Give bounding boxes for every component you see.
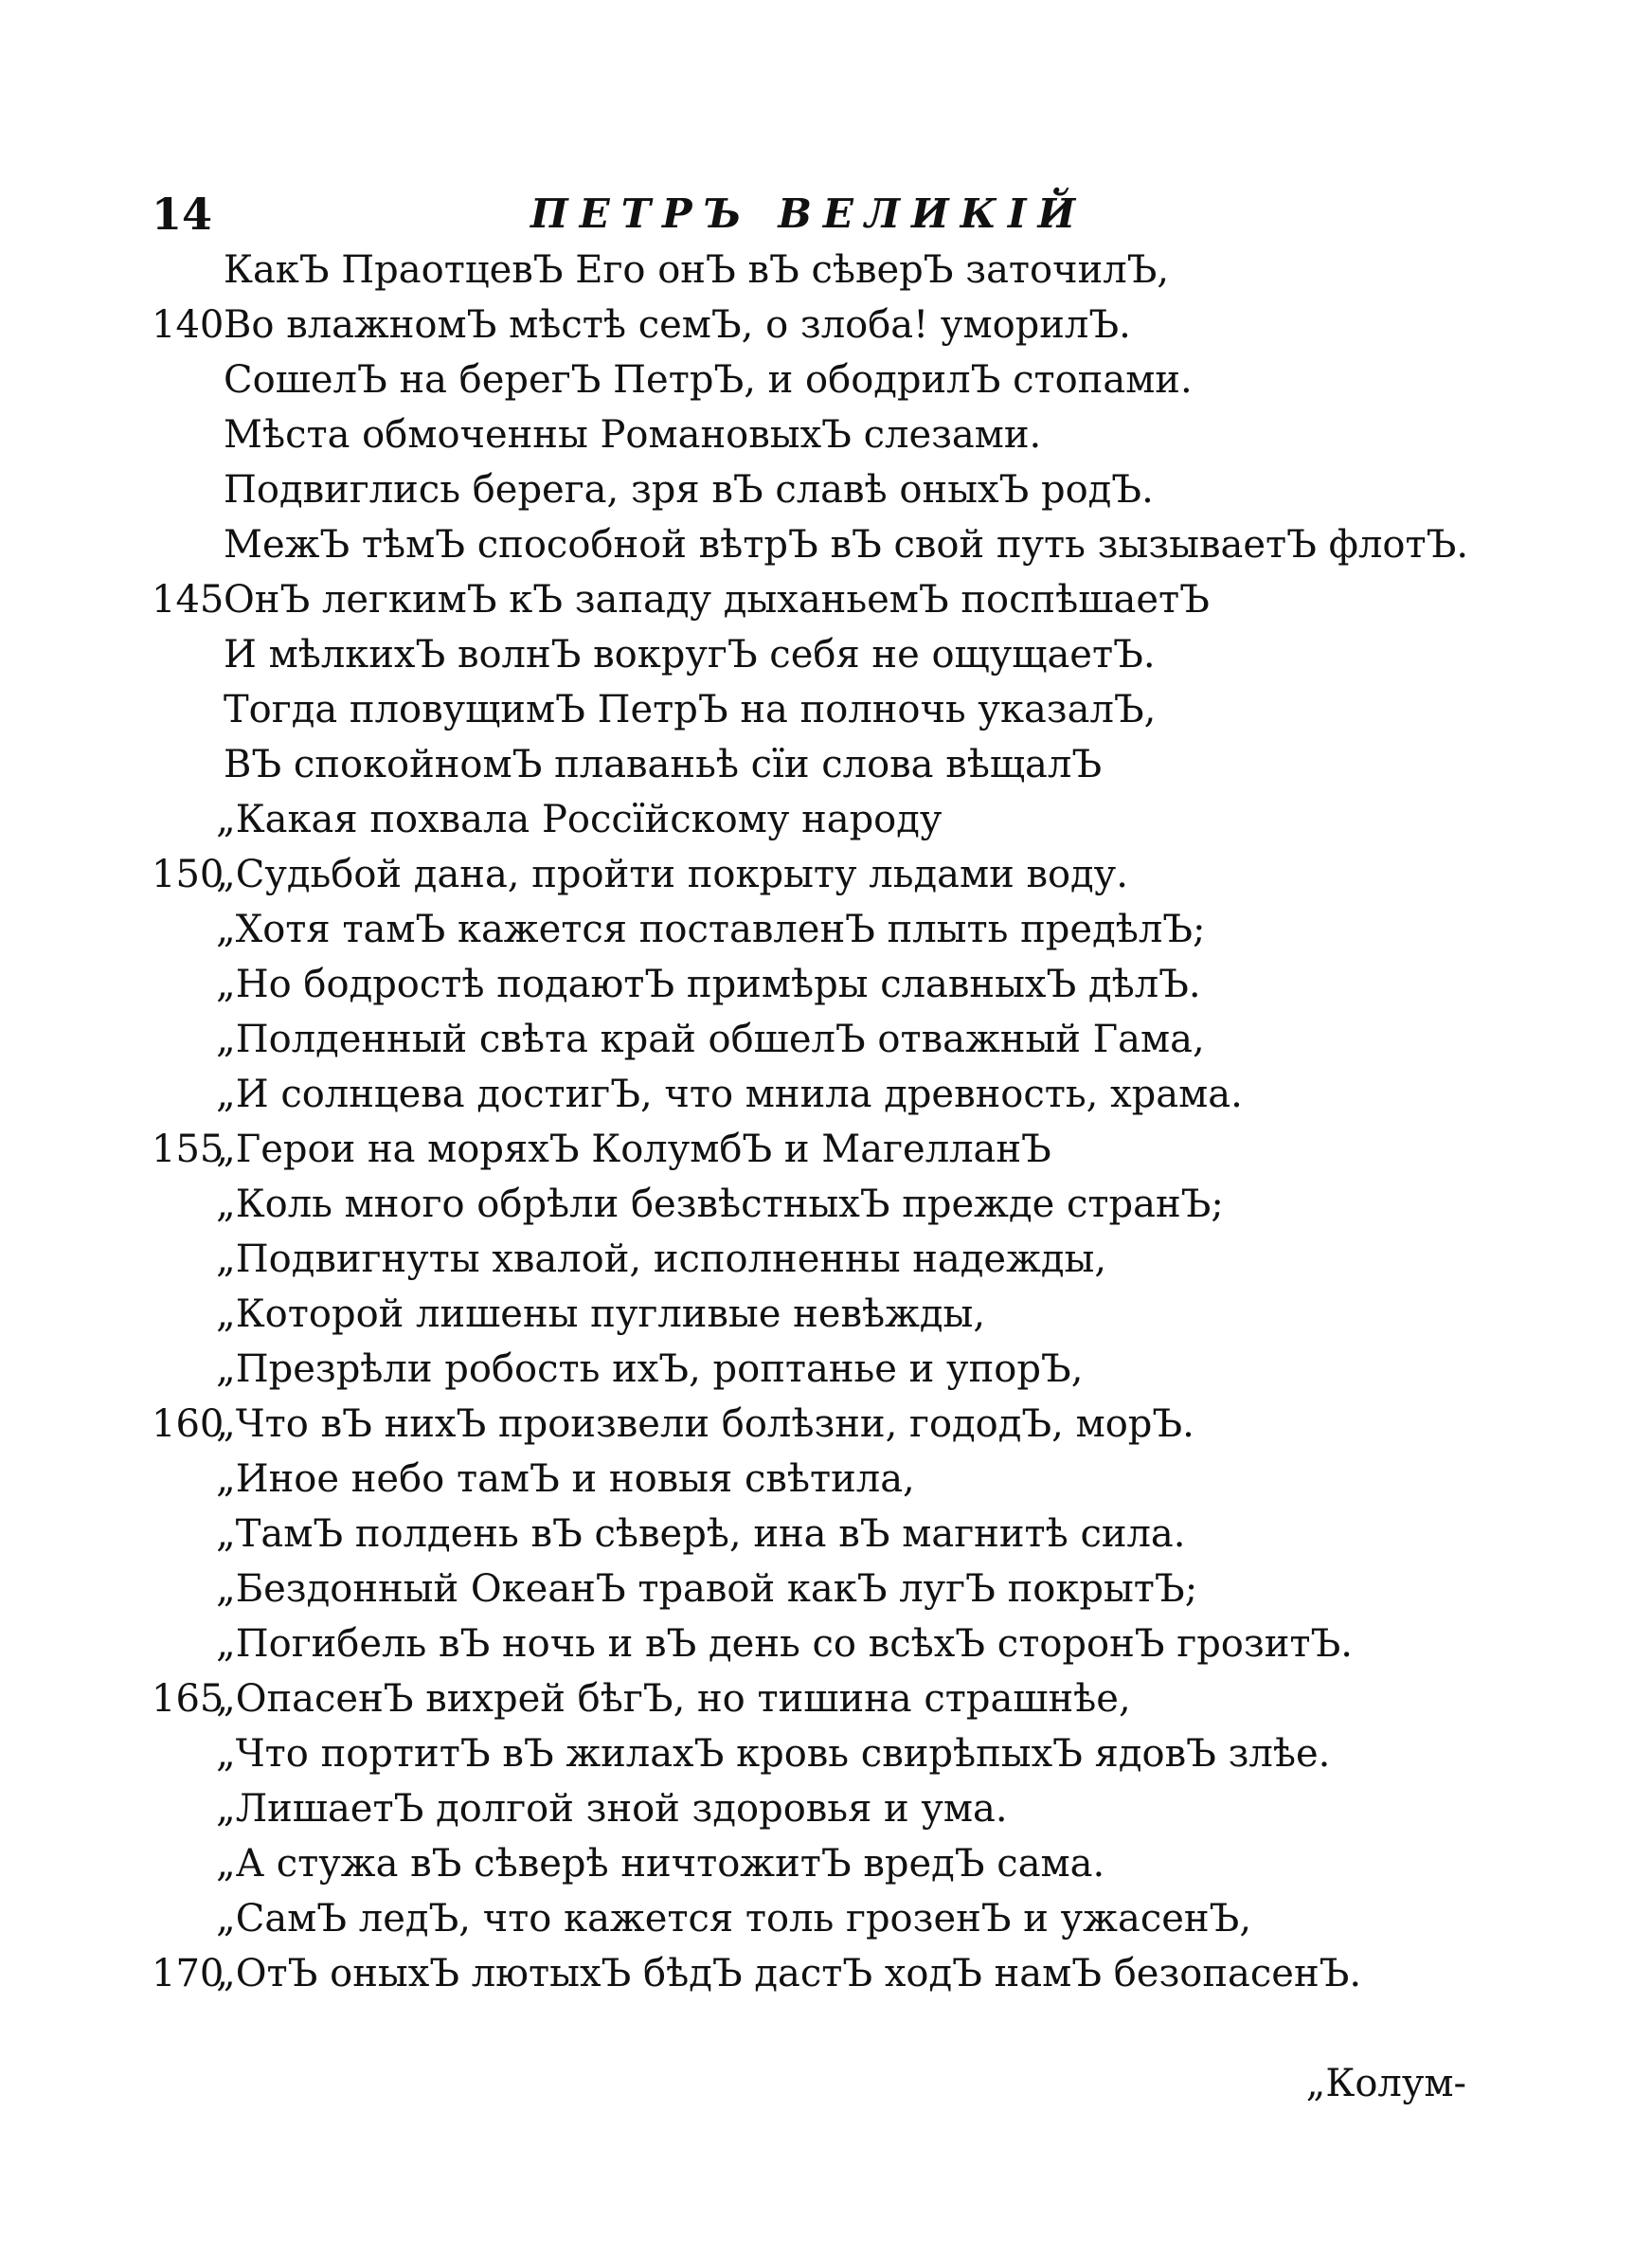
verse-line [0, 243, 1652, 298]
verse-text: „Хотя тамЪ кажется поставленЪ плыть предѣлЪ; [216, 908, 1206, 951]
verse-line [0, 902, 1652, 957]
verse-line [0, 1177, 1652, 1232]
verse-line [0, 517, 1652, 572]
verse-text: Тогда пловущимЪ ПетрЪ на полночь указалЪ, [224, 688, 1157, 731]
verse-line [0, 352, 1652, 407]
verse-text: „Но бодростѣ подаютЪ примѣры славныхЪ дѣлЪ. [216, 963, 1201, 1006]
verse-text: „А стужа вЪ сѣверѣ ничтожитЪ вредЪ сама. [216, 1842, 1105, 1886]
verse-text: ВЪ спокойномЪ плаваньѣ сїи слова вѣщалЪ [224, 743, 1103, 786]
verse-line [0, 1342, 1652, 1397]
verse-text: „Полденный свѣта край обшелЪ отважный Гама, [216, 1018, 1205, 1061]
verse-text: „ТамЪ полдень вЪ сѣверѣ, ина вЪ магнитѣ сила. [216, 1512, 1186, 1556]
verse-line [0, 1781, 1652, 1836]
verse-line [0, 682, 1652, 737]
page-number: 14 [152, 189, 213, 240]
verse-line [0, 1891, 1652, 1946]
verse-line [0, 1067, 1652, 1122]
verse-text: „Бездонный ОкеанЪ травой какЪ лугЪ покрытЪ; [216, 1567, 1198, 1611]
poem-text [0, 243, 1652, 2001]
line-number: 140 [152, 303, 224, 347]
verse-text: МежЪ тѣмЪ способной вѣтрЪ вЪ свой путь зызываетЪ флотЪ. [224, 523, 1469, 567]
verse-line [0, 1397, 1652, 1452]
verse-text: СошелЪ на берегЪ ПетрЪ, и ободрилЪ стопами. [224, 358, 1193, 402]
line-number: 155 [152, 1128, 224, 1171]
verse-line [0, 462, 1652, 517]
verse-text: „Коль много обрѣли безвѣстныхЪ прежде странЪ; [216, 1183, 1224, 1226]
verse-line [0, 1671, 1652, 1726]
verse-line [0, 1232, 1652, 1287]
verse-line [0, 957, 1652, 1012]
verse-text: „Презрѣли робость ихЪ, роптанье и упорЪ, [216, 1347, 1084, 1391]
verse-line [0, 1726, 1652, 1781]
catchword: „Колум- [1305, 2062, 1466, 2105]
verse-line [0, 1946, 1652, 2001]
verse-text: „Судьбой дана, пройти покрыту льдами воду. [216, 853, 1128, 896]
verse-text: „И солнцева достигЪ, что мнила древность, храма. [216, 1073, 1243, 1116]
verse-text: „Что вЪ нихЪ произвели болѣзни, гододЪ, морЪ. [216, 1402, 1194, 1446]
verse-line [0, 1452, 1652, 1507]
verse-line [0, 1287, 1652, 1342]
verse-text: „ОтЪ оныхЪ лютыхЪ бѣдЪ дастЪ ходЪ намЪ безопасенЪ. [216, 1952, 1362, 1995]
line-number: 150 [152, 853, 224, 896]
verse-line [0, 407, 1652, 462]
verse-text: Мѣста обмоченны РомановыхЪ слезами. [224, 413, 1042, 457]
verse-line [0, 1122, 1652, 1177]
verse-line [0, 1562, 1652, 1616]
verse-line [0, 1616, 1652, 1671]
verse-text: „ОпасенЪ вихрей бѣгЪ, но тишина страшнѣе, [216, 1677, 1131, 1721]
verse-text: „Что портитЪ вЪ жилахЪ кровь свирѣпыхЪ ядовЪ злѣе. [216, 1732, 1331, 1776]
verse-text: КакЪ ПраотцевЪ Его онЪ вЪ сѣверЪ заточилЪ, [224, 248, 1170, 292]
verse-text: „Погибель вЪ ночь и вЪ день со всѣхЪ сторонЪ грозитЪ. [216, 1622, 1353, 1666]
verse-text: „Какая похвала Россїйскому народу [216, 798, 943, 841]
verse-line [0, 298, 1652, 352]
verse-line [0, 1836, 1652, 1891]
line-number: 145 [152, 578, 224, 622]
verse-line [0, 847, 1652, 902]
verse-text: И мѣлкихЪ волнЪ вокругЪ себя не ощущаетЪ. [224, 633, 1156, 677]
line-number: 160 [152, 1402, 224, 1446]
verse-text: „Герои на моряхЪ КолумбЪ и МагелланЪ [216, 1128, 1051, 1171]
verse-text: Во влажномЪ мѣстѣ семЪ, о злоба! уморилЪ. [224, 303, 1131, 347]
verse-text: Подвиглись берега, зря вЪ славѣ оныхЪ родЪ. [224, 468, 1154, 512]
verse-line [0, 1507, 1652, 1562]
verse-line [0, 737, 1652, 792]
verse-text: ОнЪ легкимЪ кЪ западу дыханьемЪ поспѣшаетЪ [224, 578, 1210, 622]
running-title: ПЕТРЪ ВЕЛИКІЙ [530, 190, 1087, 237]
verse-text: „Подвигнуты хвалой, исполненны надежды, [216, 1237, 1107, 1281]
verse-text: „ЛишаетЪ долгой зной здоровья и ума. [216, 1787, 1008, 1831]
verse-line [0, 627, 1652, 682]
verse-text: „Иное небо тамЪ и новыя свѣтила, [216, 1457, 915, 1501]
verse-line [0, 1012, 1652, 1067]
line-number: 170 [152, 1952, 224, 1995]
verse-text: „Которой лишены пугливые невѣжды, [216, 1292, 986, 1336]
line-number: 165 [152, 1677, 224, 1721]
verse-line [0, 572, 1652, 627]
verse-text: „СамЪ ледЪ, что кажется толь грозенЪ и ужасенЪ, [216, 1897, 1252, 1941]
running-head [0, 186, 1652, 243]
verse-line [0, 792, 1652, 847]
